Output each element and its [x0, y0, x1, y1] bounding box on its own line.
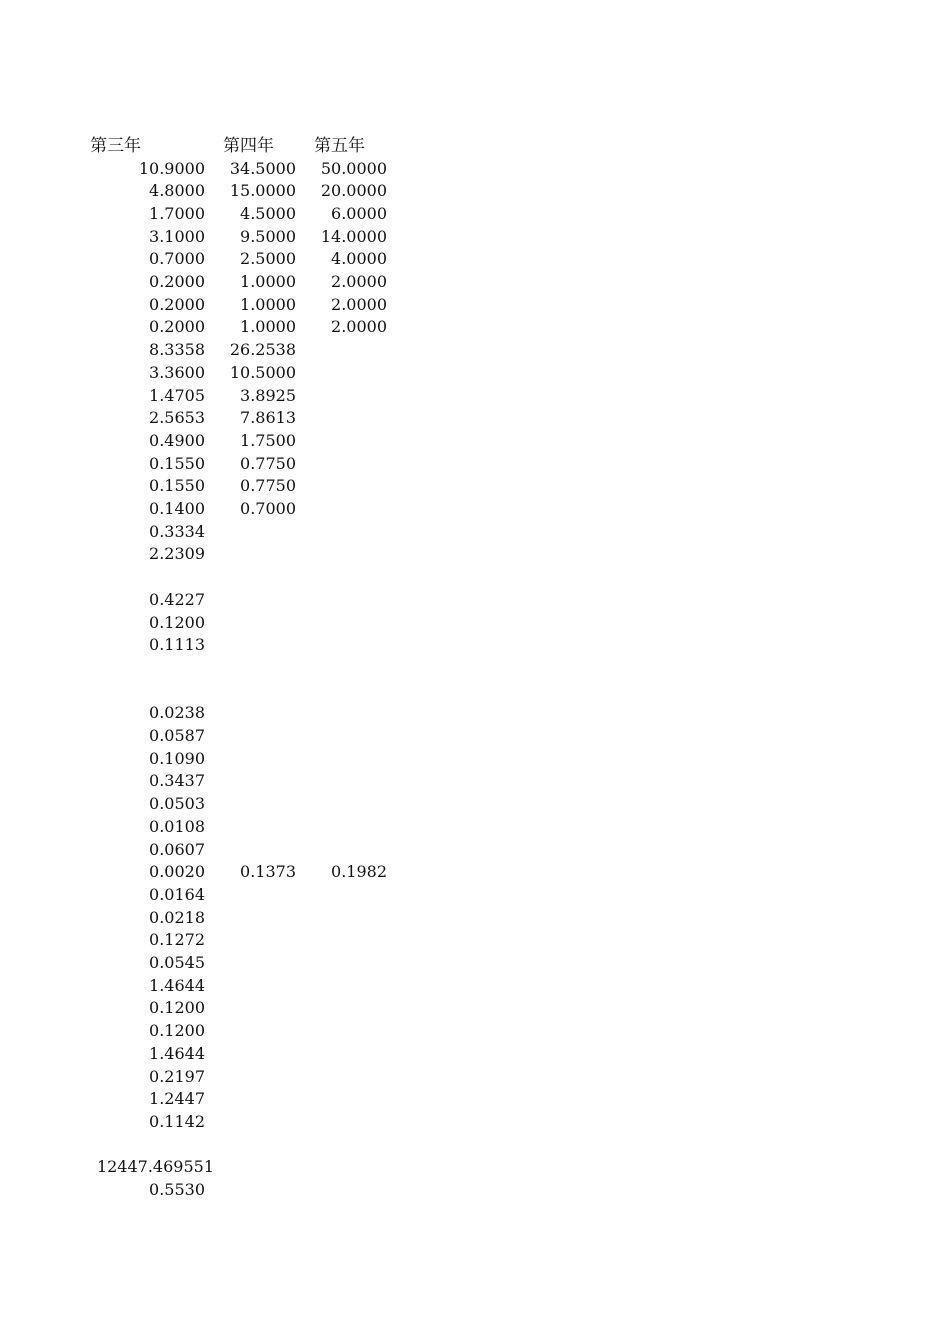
- cell-col3-row7: 0.2000: [149, 294, 205, 314]
- cell-col3-row41: 0.2197: [149, 1066, 205, 1086]
- cell-col3-row31: 0.0607: [149, 839, 205, 859]
- cell-col3-row6: 0.2000: [149, 272, 205, 291]
- cell-col3-row20: 0.4227: [149, 589, 205, 609]
- cell-col3-row11: 1.4705: [149, 385, 205, 405]
- cell-col3-row29: 0.0503: [149, 794, 205, 814]
- cell-col4-row7: 1.0000: [240, 294, 296, 314]
- cell-col3-row25: 0.0238: [149, 703, 205, 723]
- cell-col5-row5: 4.0000: [331, 249, 387, 269]
- cell-col5-row8: 2.0000: [331, 317, 387, 337]
- cell-col3-row43: 0.1142: [149, 1111, 205, 1131]
- cell-col3-row46: 0.5530: [149, 1180, 205, 1199]
- cell-col3-row45: 12447.469551: [96, 1157, 214, 1177]
- cell-col3-row22: 0.1113: [149, 635, 205, 655]
- cell-col3-row10: 3.3600: [149, 362, 205, 382]
- cell-col4-row1: 34.5000: [229, 158, 296, 178]
- cell-col3-row12: 2.5653: [149, 408, 205, 428]
- cell-col4-row9: 26.2538: [229, 340, 296, 360]
- cell-col4-row32: 0.1373: [240, 862, 296, 882]
- cell-col3-row17: 0.3334: [149, 521, 205, 541]
- cell-col3-row30: 0.0108: [149, 816, 205, 836]
- cell-col4-row11: 3.8925: [240, 385, 296, 405]
- cell-col4-row2: 15.0000: [229, 181, 296, 201]
- cell-col4-row14: 0.7750: [240, 453, 296, 473]
- cell-col3-row9: 8.3358: [149, 340, 205, 360]
- cell-col5-row7: 2.0000: [331, 294, 387, 314]
- cell-col3-row28: 0.3437: [149, 771, 205, 791]
- cell-col3-row32: 0.0020: [149, 862, 205, 882]
- header-year5: 第五年: [314, 136, 365, 156]
- cell-col4-row12: 7.8613: [240, 408, 296, 428]
- cell-col5-row1: 50.0000: [320, 158, 387, 178]
- cell-col3-row40: 1.4644: [149, 1043, 205, 1063]
- cell-col5-row3: 6.0000: [331, 203, 387, 223]
- cell-col4-row15: 0.7750: [240, 476, 296, 496]
- cell-col3-row3: 1.7000: [149, 203, 205, 223]
- cell-col3-row38: 0.1200: [149, 998, 205, 1018]
- cell-col4-row10: 10.5000: [229, 362, 296, 382]
- cell-col3-row16: 0.1400: [149, 499, 205, 518]
- cell-col3-row13: 0.4900: [149, 430, 205, 450]
- cell-col3-row2: 4.8000: [149, 181, 205, 201]
- cell-col5-row32: 0.1982: [331, 862, 387, 882]
- header-year3: 第三年: [90, 136, 141, 156]
- cell-col3-row15: 0.1550: [149, 476, 205, 496]
- cell-col4-row3: 4.5000: [240, 203, 296, 223]
- cell-col3-row37: 1.4644: [149, 975, 205, 995]
- cell-col3-row4: 3.1000: [149, 226, 205, 246]
- cell-col3-row14: 0.1550: [149, 453, 205, 473]
- cell-col4-row8: 1.0000: [240, 317, 296, 337]
- cell-col3-row26: 0.0587: [149, 726, 205, 745]
- cell-col5-row2: 20.0000: [320, 181, 387, 201]
- cell-col3-row18: 2.2309: [149, 544, 205, 564]
- cell-col3-row42: 1.2447: [149, 1089, 205, 1109]
- cell-col4-row13: 1.7500: [240, 430, 296, 450]
- cell-col3-row39: 0.1200: [149, 1021, 205, 1041]
- cell-col4-row4: 9.5000: [240, 226, 296, 246]
- cell-col3-row1: 10.9000: [138, 158, 205, 178]
- cell-col5-row4: 14.0000: [320, 226, 387, 246]
- cell-col3-row36: 0.0545: [149, 953, 205, 972]
- cell-col3-row33: 0.0164: [149, 884, 205, 904]
- header-year4: 第四年: [223, 136, 274, 156]
- cell-col3-row35: 0.1272: [149, 930, 205, 950]
- cell-col5-row6: 2.0000: [331, 272, 387, 291]
- cell-col4-row6: 1.0000: [240, 272, 296, 291]
- cell-col3-row34: 0.0218: [149, 907, 205, 927]
- cell-col3-row27: 0.1090: [149, 748, 205, 768]
- cell-col4-row16: 0.7000: [240, 499, 296, 518]
- cell-col3-row21: 0.1200: [149, 612, 205, 632]
- cell-col3-row5: 0.7000: [149, 249, 205, 269]
- cell-col3-row8: 0.2000: [149, 317, 205, 337]
- cell-col4-row5: 2.5000: [240, 249, 296, 269]
